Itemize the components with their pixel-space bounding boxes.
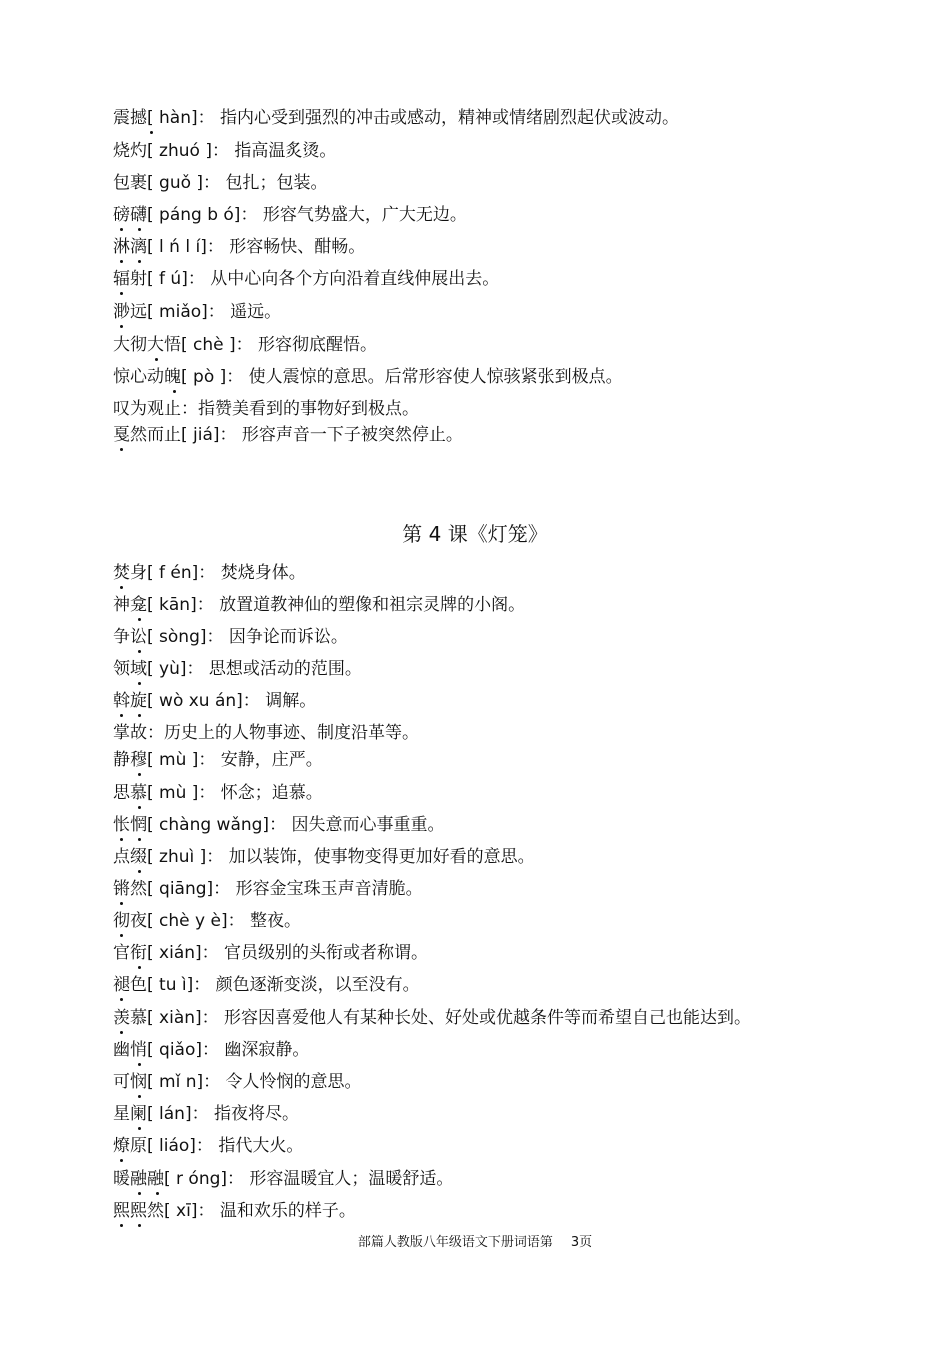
vocab-entry: 羡慕[ xiàn]： 形容因喜爱他人有某种长处、好处或优越条件等而希望自己也能达到。 xyxy=(113,1007,751,1029)
vocab-entry: 叹为观止：指赞美看到的事物好到极点。 xyxy=(113,399,419,419)
vocab-entry: 幽悄[ qiǎo]： 幽深寂静。 xyxy=(113,1039,309,1061)
vocab-entry: 震撼[ hàn]： 指内心受到强烈的冲击或感动，精神或情绪剧烈起伏或波动。 xyxy=(113,107,679,129)
vocab-entry: 大彻大悟[ chè ]： 形容彻底醒悟。 xyxy=(113,334,377,356)
vocab-entry: 辐射[ f ú]： 从中心向各个方向沿着直线伸展出去。 xyxy=(113,268,499,290)
vocab-entry: 静穆[ mù ]： 安静，庄严。 xyxy=(113,749,323,771)
vocab-entry: 淋漓[ l ń l í]： 形容畅快、酣畅。 xyxy=(113,236,365,258)
vocab-entry: 官衔[ xián]： 官员级别的头衔或者称谓。 xyxy=(113,942,428,964)
footer-text: 部篇人教版八年级语文下册词语第 xyxy=(357,1235,553,1250)
vocab-entry: 烧灼[ zhuó ]： 指高温炙烫。 xyxy=(113,141,337,161)
vocab-entry: 彻夜[ chè y è]： 整夜。 xyxy=(113,910,301,932)
vocab-entry: 斡旋[ wò xu án]： 调解。 xyxy=(113,690,316,712)
vocab-entry: 燎原[ liáo]： 指代大火。 xyxy=(113,1135,303,1157)
vocab-entry: 熙熙然[ xī]： 温和欢乐的样子。 xyxy=(113,1200,356,1222)
vocab-entry: 掌故：历史上的人物事迹、制度沿革等。 xyxy=(113,723,419,743)
lesson-title: 第 4 课《灯笼》 xyxy=(402,522,548,546)
vocab-entry: 思慕[ mù ]： 怀念；追慕。 xyxy=(113,782,323,804)
vocab-entry: 领域[ yù]： 思想或活动的范围。 xyxy=(113,658,362,680)
page-number: 3页 xyxy=(570,1235,593,1250)
vocab-entry: 可悯[ mǐ n]： 令人怜悯的意思。 xyxy=(113,1071,362,1093)
vocab-entry: 点缀[ zhuì ]： 加以装饰，使事物变得更加好看的意思。 xyxy=(113,846,535,868)
vocab-entry: 惊心动魄[ pò ]： 使人震惊的意思。后常形容使人惊骇紧张到极点。 xyxy=(113,366,623,388)
vocab-entry: 锵然[ qiāng]： 形容金宝珠玉声音清脆。 xyxy=(113,878,423,900)
vocab-entry: 暖融融[ r óng]： 形容温暖宜人；温暖舒适。 xyxy=(113,1168,453,1190)
vocab-entry: 怅惘[ chàng wǎng]： 因失意而心事重重。 xyxy=(113,814,444,836)
vocab-entry: 争讼[ sòng]： 因争论而诉讼。 xyxy=(113,626,348,648)
page-footer xyxy=(0,1234,950,1252)
vocab-entry: 磅礴[ páng b ó]： 形容气势盛大，广大无边。 xyxy=(113,204,467,226)
vocab-entry: 神龛[ kān]： 放置道教神仙的塑像和祖宗灵牌的小阁。 xyxy=(113,594,525,616)
vocab-entry: 戛然而止[ jiá]： 形容声音一下子被突然停止。 xyxy=(113,424,463,446)
vocab-entry: 褪色[ tu ì]： 颜色逐渐变淡，以至没有。 xyxy=(113,974,420,996)
vocab-entry: 焚身[ f én]： 焚烧身体。 xyxy=(113,562,306,584)
vocab-entry: 星阑[ lán]： 指夜将尽。 xyxy=(113,1103,299,1125)
vocab-entry: 渺远[ miǎo]： 遥远。 xyxy=(113,301,281,323)
vocab-entry: 包裹[ guǒ ]： 包扎；包装。 xyxy=(113,173,328,193)
